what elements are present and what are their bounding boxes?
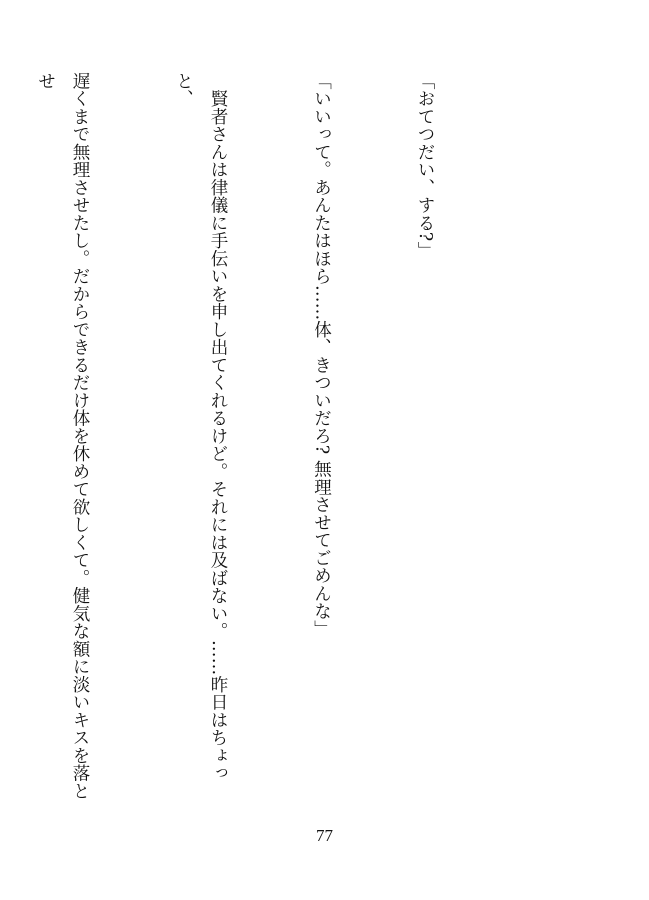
text-line: 「おてつだい、する?」 bbox=[415, 72, 435, 260]
text-line: 賢者さんは律儀に手伝いを申し出てくれるけど。それには及ばない。……昨日はちょっと、 bbox=[173, 72, 228, 782]
text-line: 遅くまで無理させたし。だからできるだけ体を休めて欲しくて。健気な額に淡いキスを落とせ bbox=[35, 72, 90, 800]
page-number: 77 bbox=[316, 826, 333, 845]
text-line: 「いいって。あんたはほら……体、きついだろ? 無理させてごめんな」 bbox=[311, 72, 332, 638]
vertical-text-body bbox=[0, 72, 511, 812]
